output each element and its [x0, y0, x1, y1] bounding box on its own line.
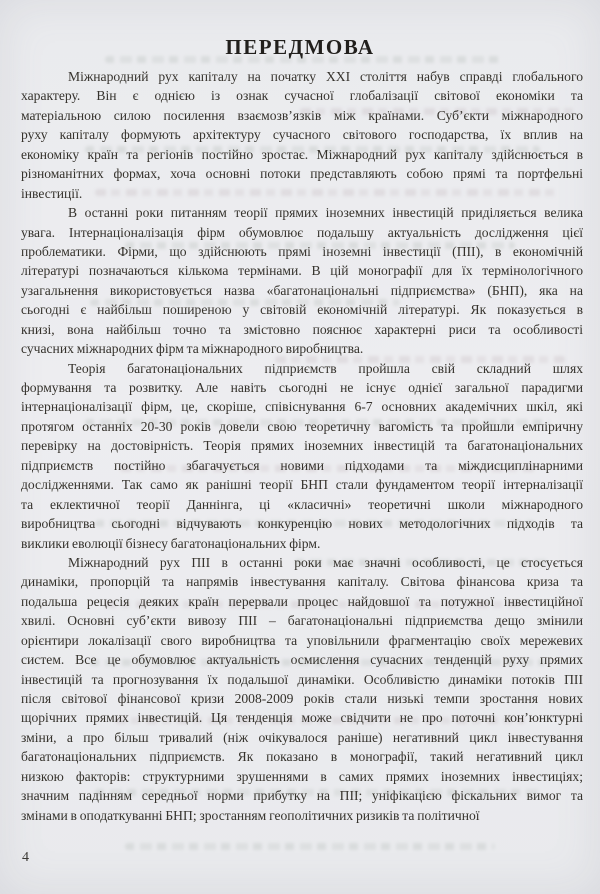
- paragraph: [21, 553, 583, 825]
- text-line: книзі, вона найбільш точно та змістовно пояснює характерні риси та особливості: [21, 321, 583, 337]
- text-line: сучасних міжнародних фірм та міжнародного виробництва.: [21, 341, 364, 357]
- text-line: багатонаціональних підприємств. Як показано в монографії, такий негативний цикл: [21, 749, 583, 765]
- text-line: характеру. Він є однією із ознак сучасної глобалізації світової економіки та: [21, 88, 583, 104]
- text-line: В останні роки питанням теорії прямих іноземних інвестицій приділяється велика: [68, 205, 583, 221]
- text-line: Міжнародний рух капіталу на початку XXI століття набув справді глобального: [68, 69, 583, 84]
- text-line: хвилі. Основні суб’єкти вивозу ПІІ – багатонаціональні підприємства дещо змінили: [21, 613, 583, 629]
- text-line: руху капіталу формують архітектуру сучасного світового господарства, їх вплив на: [21, 127, 583, 143]
- text-line: значним падінням середньої норми прибутку на ПІІ; уніфікацією фіскальних вимог та: [21, 788, 583, 804]
- text-line: після світової фінансової кризи 2008-2009 років стали низькі темпи зростання нових: [21, 691, 583, 706]
- text-line: увага. Інтернаціоналізація фірм обумовлює подальшу актуальність дослідження цієї: [21, 224, 583, 240]
- text-line: щорічних прямих інвестицій. Ця тенденція може свідчити не про поточні кон’юнктурні: [21, 710, 583, 726]
- text-line: інвестиції.: [21, 185, 83, 201]
- text-line: матеріальною силою посилення взаємозв’язків між країнами. Суб’єкти міжнародного: [21, 107, 583, 123]
- text-line: економіку країн та регіонів постійно зростає. Міжнародний рух капіталу здійснюється в: [21, 146, 583, 162]
- text-line: змінами в оподаткуванні БНП; зростанням геополітичних ризиків та політичної: [21, 807, 480, 823]
- text-line: виробництва сьогодні відчувають конкуренцію нових методологічних підходів та: [21, 516, 583, 532]
- text-line: проблематики. Фірми, що здійснюють прямі іноземні інвестиції (ПІІ), в економічній: [21, 243, 583, 259]
- paragraph: [21, 359, 583, 553]
- text-line: виклики еволюції бізнесу багатонаціональних фірм.: [21, 535, 321, 551]
- text-line: перевірку на достовірність. Теорія прямих іноземних інвестицій та багатонаціональних: [21, 438, 583, 454]
- text-line: літературі позначаються кількома термінами. В цій монографії для їх термінологічного: [21, 263, 583, 279]
- page-body-text: [21, 67, 583, 825]
- text-line: формування та розвитку. Але навіть сьогодні не існує однієї загальної парадигми: [21, 380, 583, 395]
- text-line: протягом останніх 20-30 років довели свою теоретичну вагомість та пройшли емпіричну: [21, 418, 583, 434]
- text-line: Теорія багатонаціональних підприємств пройшла свій складний шлях: [68, 360, 583, 376]
- text-line: подальша рецесія деяких країн перервали процес найдовшої та потужної інвестиційної: [21, 593, 583, 609]
- text-line: зміни, а про більш тривалий (ніж очікувалося раніше) негативний цикл інвестування: [21, 729, 583, 745]
- paragraph: [21, 67, 583, 203]
- text-line: сьогодні є найбільш поширеною у світовій економічній літературі. Як показується в: [21, 302, 583, 318]
- text-line: та еклектичної теорії Даннінга, ці «класичні» теоретичні школи міжнародного: [21, 496, 583, 512]
- text-line: орієнтири локалізації свого виробництва та уповільнили фрагментацію своїх мережевих: [21, 632, 583, 648]
- text-line: узагальнення використовується назва «багатонаціональні підприємства» (БНП), яка на: [21, 282, 583, 298]
- text-line: низкою факторів: структурними зрушеннями в самих прямих іноземних інвестиціях;: [21, 768, 583, 784]
- paragraph: [21, 203, 583, 359]
- bleed-line: [125, 843, 495, 850]
- text-line: систем. Все це обумовлює актуальність осмислення сучасних тенденцій руху прямих: [21, 652, 583, 668]
- text-line: інвестицій та прогнозування їх подальшої динаміки. Особливістю динаміки потоків ПІІ: [21, 671, 583, 687]
- text-line: динаміки, пропорцій та напрямів інвестування капіталу. Світова фінансова криза та: [21, 574, 583, 590]
- text-line: інтернаціоналізації фірм, це, скоріше, співіснування 6-7 основних академічних шкіл, які: [21, 399, 583, 415]
- page-number: 4: [22, 850, 29, 865]
- text-line: підприємств постійно збагачується новими підходами та міждисциплінарними: [21, 457, 583, 473]
- text-line: Міжнародний рух ПІІ в останні роки має значні особливості, це стосується: [68, 554, 583, 570]
- text-line: різноманітних формах, хоча основні потоки представляють собою прямі та портфельні: [21, 166, 583, 182]
- page-title: ПЕРЕДМОВА: [225, 35, 375, 60]
- text-line: дослідженнями. Так само як ранішні теорії БНП стали фундаментом теорії інтерналізації: [21, 477, 583, 493]
